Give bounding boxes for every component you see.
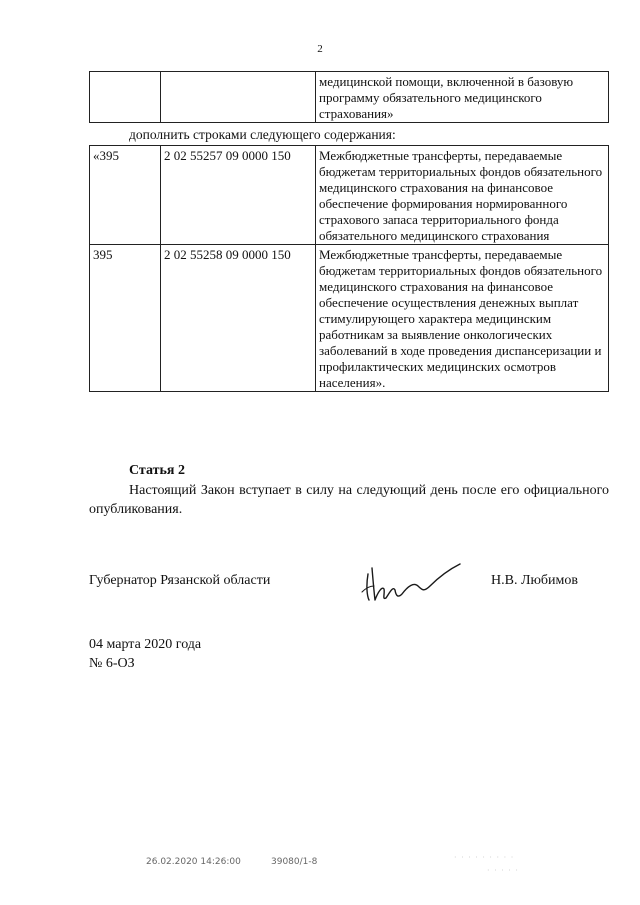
table-row xyxy=(90,146,609,245)
page-number: 2 xyxy=(317,43,323,55)
signatory-position: Губернатор Рязанской области xyxy=(89,573,271,588)
admin-code-cell: «395 xyxy=(90,146,161,245)
footer-faint-stamp: · · · · · · · · · xyxy=(454,853,515,862)
kbk-code-cell: 2 02 55258 09 0000 150 xyxy=(161,245,316,392)
amendment-instruction: дополнить строками следующего содержания: xyxy=(129,127,396,142)
admin-code-cell xyxy=(90,72,161,123)
table-row xyxy=(90,72,609,123)
document-date: 04 марта 2020 года xyxy=(89,637,202,652)
handwritten-signature xyxy=(360,556,470,606)
budget-table-new-rows xyxy=(89,145,609,392)
description-cell: медицинской помощи, включенной в базовую программу обязательного медицинского страхования» xyxy=(316,72,609,123)
kbk-code-cell xyxy=(161,72,316,123)
admin-code-cell: 395 xyxy=(90,245,161,392)
table-row xyxy=(90,245,609,392)
article-title: Статья 2 xyxy=(129,463,185,478)
kbk-code-cell: 2 02 55257 09 0000 150 xyxy=(161,146,316,245)
footer-timestamp: 26.02.2020 14:26:00 xyxy=(146,857,241,867)
footer-registration-code: 39080/1-8 xyxy=(271,857,318,867)
description-cell: Межбюджетные трансферты, передаваемые бюджетам территориальных фондов обязательного медицинского страхования на финансовое обеспечение осуществления денежных выплат стимулирующего характера медицинским работникам за выявление онкологических заболеваний в ходе проведения диспансеризации и профилактических медицинских осмотров населения». xyxy=(316,245,609,392)
description-cell: Межбюджетные трансферты, передаваемые бюджетам территориальных фондов обязательного медицинского страхования на финансовое обеспечение формирования нормированного страхового запаса территориального фонда обязательного медицинского страхования xyxy=(316,146,609,245)
document-number: № 6-ОЗ xyxy=(89,656,135,671)
budget-table-continued xyxy=(89,71,609,123)
signatory-name: Н.В. Любимов xyxy=(491,573,578,588)
article-text: Настоящий Закон вступает в силу на следующий день после его официального опубликования. xyxy=(89,483,609,517)
footer-faint-stamp: · · · · · xyxy=(487,866,519,875)
